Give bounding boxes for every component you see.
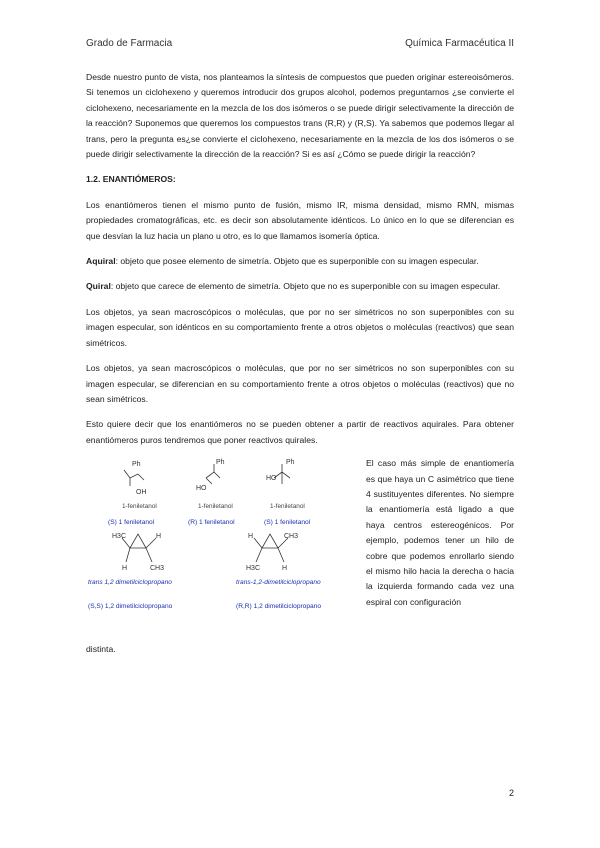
stereochemistry-figure (86, 456, 356, 642)
ph-label-3: Ph (286, 459, 295, 467)
reagents-paragraph: Esto quiere decir que los enantiómeros no se pueden obtener a partir de reactivos aquirales. Para obtener enantiómeros puros tendremos que poner reactivos quirales. (86, 419, 514, 445)
mol1-caption: (S) 1 feniletanol (108, 519, 155, 527)
page-number: 2 (508, 788, 514, 798)
figure-tail-text: distinta. (86, 644, 116, 655)
quiral-term: Quiral (86, 281, 111, 292)
aquiral-term: Aquiral (86, 256, 116, 267)
h-label-1b: H (122, 565, 128, 573)
mol1-name: 1-feniletanol (122, 503, 157, 511)
aquiral-text: : objeto que posee elemento de simetría. Objeto que es superponible con su imagen especular. (115, 256, 479, 267)
cyc1-caption: (S,S) 1,2 dimetilciclopropano (88, 603, 173, 611)
quiral-definition (86, 279, 514, 294)
intro-paragraph: Desde nuestro punto de vista, nos planteamos la síntesis de compuestos que pueden originar estereoisómeros. Si tenemos un ciclohexeno y queremos introducir dos grupos alcohol, podemos preguntarnos ¿se convierte el ciclohexeno, necesariamente en la mezcla de los dos isómeros o se puede dirigir selectivamente la dirección de la reacción? Suponemos que queremos los compuestos trans (R,R) y (R,S). Ya sabemos que podemos llegar al trans, pero la pregunta es¿se convierte el ciclohexeno, necesariamente en la mezcla de los dos isómeros o se puede dirigir selectivamente la dirección de la reacción? Si es así ¿Cómo se puede dirigir la reacción? (86, 72, 514, 160)
h-label-2a: H (248, 533, 254, 541)
objects-paragraph-2: Los objetos, ya sean macroscópicos o moléculas, que por no ser simétricos no son superponibles con su imagen especular, se diferencian en su comportamiento frente a otros objetos o moléculas (reactivos) que no sean simétricos. (86, 363, 514, 404)
cyc2-name: trans-1,2-dimetilciclopropano (236, 579, 321, 587)
mol3-name: 1-feniletanol (270, 503, 305, 511)
quiral-text: : objeto que carece de elemento de simetría. Objeto que no es superponible con su imagen especular. (110, 281, 501, 292)
section-title: 1.2. ENANTIÓMEROS: (86, 174, 176, 185)
cyc1-name: trans 1,2 dimetilciclopropano (88, 579, 172, 587)
ch3-label-2: CH3 (284, 533, 299, 541)
h3c-label-2: H3C (246, 565, 261, 573)
h-label-1a: H (156, 533, 162, 541)
ch3-label-1: CH3 (150, 565, 165, 573)
ho-label-2: HO (196, 485, 207, 493)
figure-row (86, 456, 514, 642)
cyc2-caption: (R,R) 1,2 dimetilciclopropano (236, 603, 322, 611)
h-label-2b: H (282, 565, 288, 573)
oh-label-1: OH (136, 489, 147, 497)
header-left: Grado de Farmacia (86, 38, 173, 49)
mol3-caption: (S) 1 feniletanol (264, 519, 311, 527)
ho-label-3: HO (266, 475, 277, 483)
objects-paragraph-1: Los objetos, ya sean macroscópicos o moléculas, que por no ser simétricos no son superponibles con su imagen especular, son idénticos en su comportamiento frente a otros objetos o moléculas (reactivos) que sean simétricos. (86, 306, 514, 348)
ph-label-2: Ph (216, 459, 225, 467)
enantiomers-paragraph: Los enantiómeros tienen el mismo punto de fusión, mismo IR, misma densidad, mismo RMN, mismas propiedades cromatográficas, etc. es decir son absolutamente idénticos. Lo único en lo que se diferencian es que desvían la luz hacia un plano u otro, es lo que llamamos isomería óptica. (86, 199, 514, 241)
header-right: Química Farmacéutica II (405, 38, 514, 49)
document-body (86, 70, 514, 658)
ph-label-1: Ph (132, 461, 141, 469)
aquiral-definition (86, 254, 514, 269)
h3c-label-1: H3C (112, 533, 127, 541)
figure-side-text: El caso más simple de enantiomería es que haya un C asimétrico que tiene 4 sustituyentes diferentes. No siempre la enantiomería está ligado a que haya centros estereogénicos. Por ejemplo, podemos tener un hilo de cobre que podemos enrollarlo siendo el mismo hilo hacia la derecha o hacia la izquierda formando cada vez una espiral con configuración (366, 458, 514, 607)
mol2-caption: (R) 1 feniletanol (188, 519, 235, 527)
mol2-name: 1-feniletanol (198, 503, 233, 511)
